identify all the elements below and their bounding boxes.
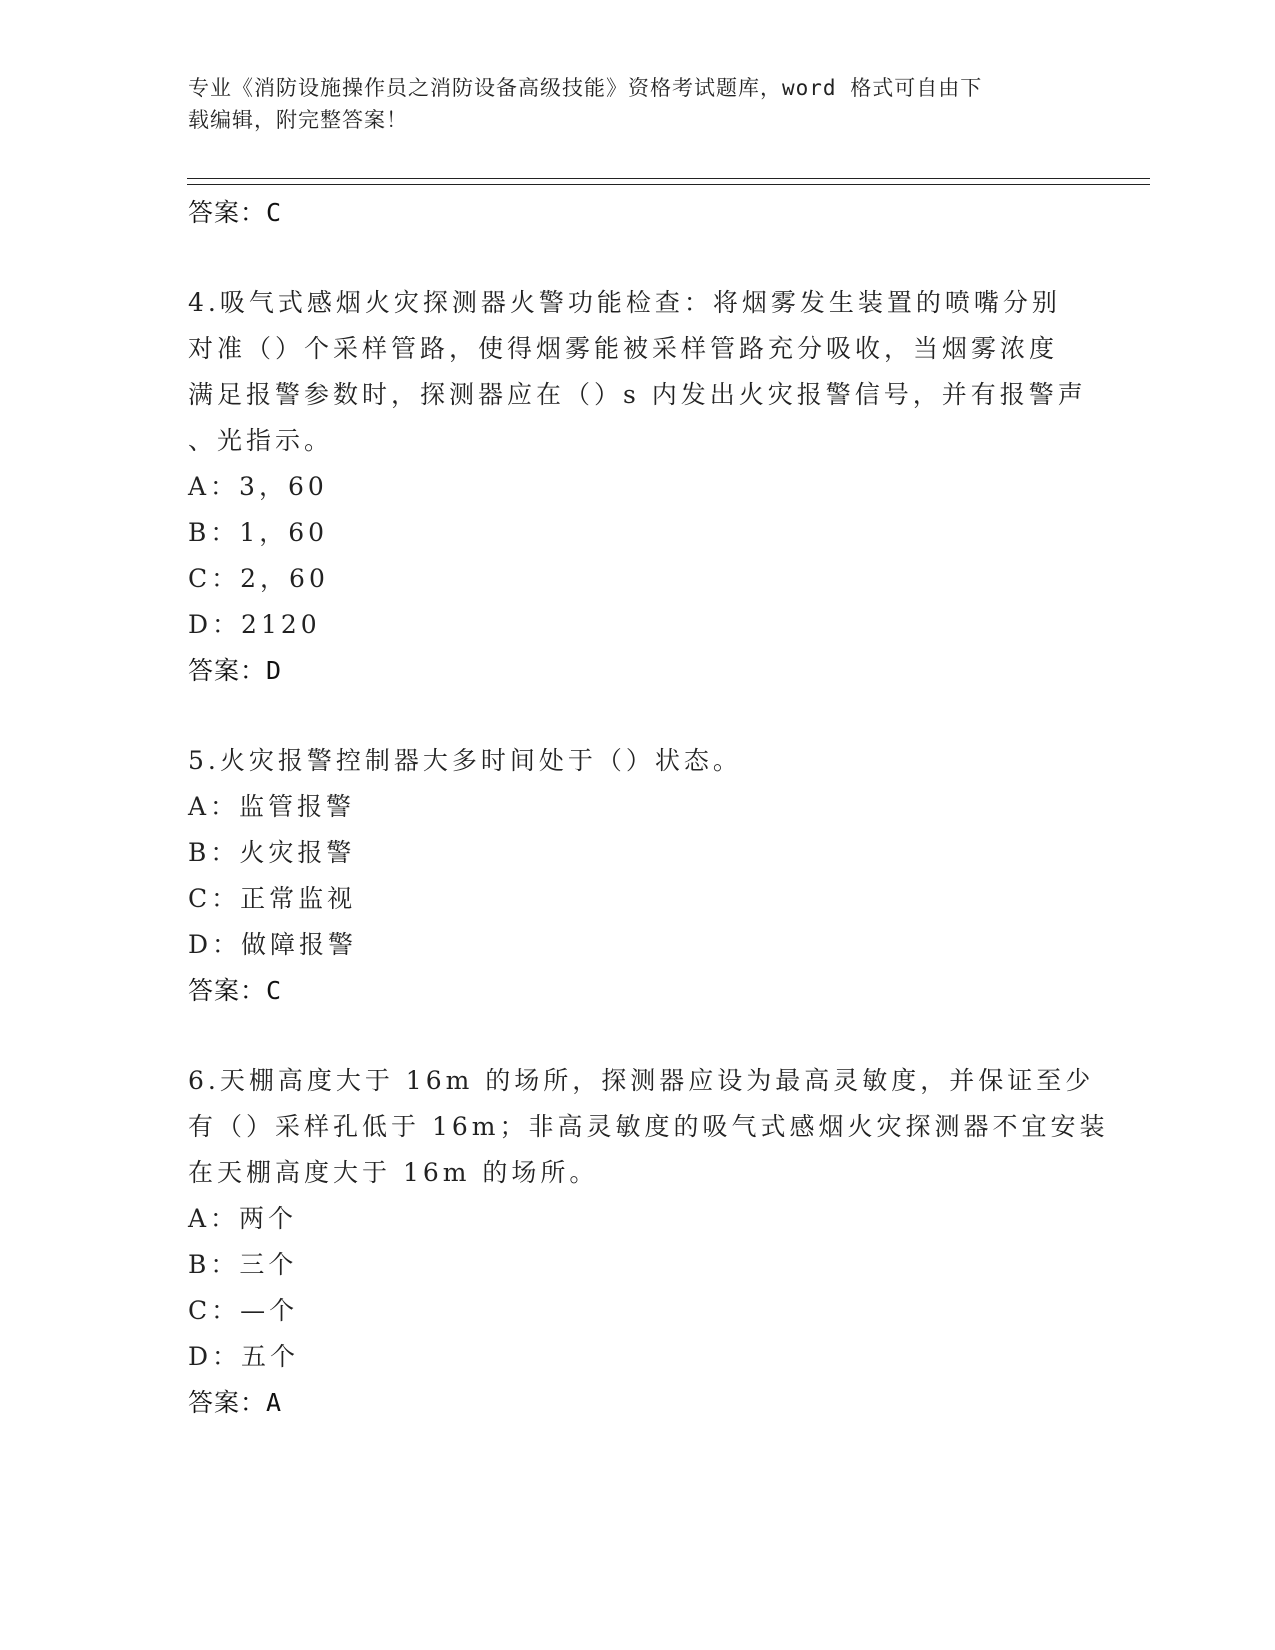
question-stem xyxy=(188,738,1088,784)
header-double-rule xyxy=(187,178,1150,185)
spacer xyxy=(188,694,1088,738)
option-c: C：—个 xyxy=(188,1296,299,1325)
option-b: B：三个 xyxy=(188,1250,298,1279)
question-list xyxy=(188,190,1109,1426)
option-a: A：3，60 xyxy=(188,472,328,501)
question-stem xyxy=(188,1058,1109,1196)
option-a: A：两个 xyxy=(188,1204,298,1233)
document-header xyxy=(188,72,1068,136)
stem-line: 在天棚高度大于 16m 的场所。 xyxy=(188,1158,599,1187)
stem-line: 4.吸气式感烟火灾探测器火警功能检查：将烟雾发生装置的喷嘴分别 xyxy=(188,288,1061,317)
answer: 答案：A xyxy=(188,1388,283,1417)
option-d: D：2120 xyxy=(188,610,321,639)
option-d: D：五个 xyxy=(188,1342,300,1371)
stem-line: 对准（）个采样管路，使得烟雾能被采样管路充分吸收，当烟雾浓度 xyxy=(188,334,1059,363)
option-c: C：正常监视 xyxy=(188,884,357,913)
option-b: B：火灾报警 xyxy=(188,838,356,867)
stem-line: 5.火灾报警控制器大多时间处于（）状态。 xyxy=(188,746,742,775)
header-line-1: 专业《消防设施操作员之消防设备高级技能》资格考试题库，word 格式可自由下 xyxy=(188,76,983,100)
option-b: B：1，60 xyxy=(188,518,329,547)
option-c: C：2，60 xyxy=(188,564,329,593)
question-block xyxy=(188,738,1088,1014)
answer: 答案：C xyxy=(188,976,283,1005)
previous-answer: 答案：C xyxy=(188,198,283,227)
stem-line: 、光指示。 xyxy=(188,426,334,455)
stem-line: 有（）采样孔低于 16m；非高灵敏度的吸气式感烟火灾探测器不宜安装 xyxy=(188,1112,1109,1141)
question-block xyxy=(188,280,1088,694)
answer: 答案：D xyxy=(188,656,283,685)
spacer xyxy=(188,236,1088,280)
stem-line: 6.天棚高度大于 16m 的场所，探测器应设为最高灵敏度，并保证至少 xyxy=(188,1066,1095,1095)
spacer xyxy=(188,1014,1088,1058)
question-stem xyxy=(188,280,1088,464)
question-block xyxy=(188,1058,1109,1426)
option-d: D：做障报警 xyxy=(188,930,358,959)
option-a: A：监管报警 xyxy=(188,792,356,821)
header-line-2: 载编辑，附完整答案！ xyxy=(188,108,408,132)
stem-line: 满足报警参数时，探测器应在（）s 内发出火灾报警信号，并有报警声 xyxy=(188,380,1087,409)
